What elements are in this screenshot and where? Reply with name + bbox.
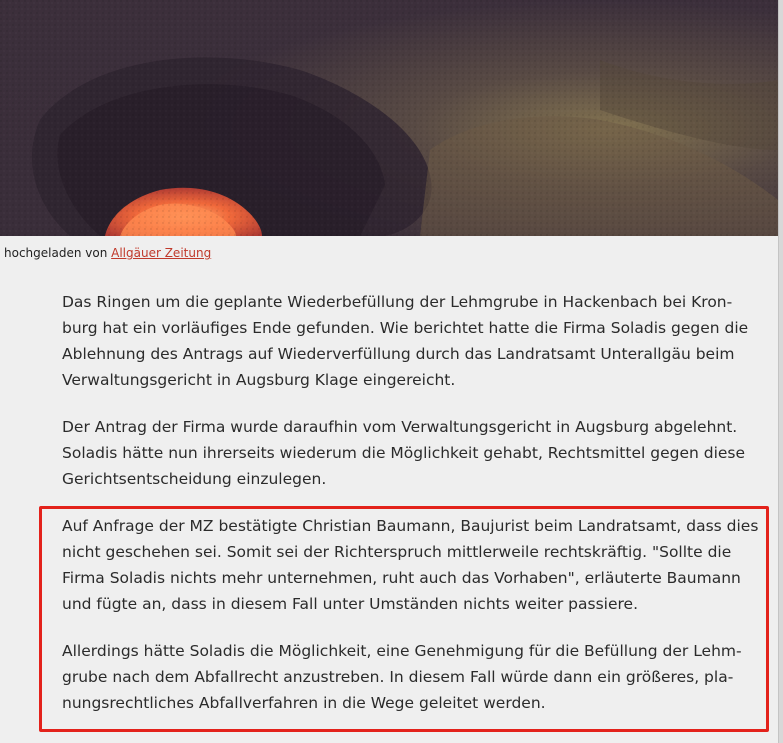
paragraph-4-line-2: grube nach dem Abfallrecht anzustreben. In diesem Fall würde dann ein größeres, pla- [62,668,734,686]
paragraph-4-line-3: nungsrechtliches Abfallverfahren in die Wege geleitet werden. [62,694,546,712]
caption-source-link[interactable]: Allgäuer Zeitung [111,246,212,260]
paragraph-1-line-3: Ablehnung des Antrags auf Wiederverfüllung durch das Landratsamt Unterallgäu beim [62,345,735,363]
landscape-photo-icon [0,0,778,236]
article-hero-image [0,0,778,236]
paragraph-1-line-4: Verwaltungsgericht in Augsburg Klage eingereicht. [62,371,456,389]
paragraph-1-line-1: Das Ringen um die geplante Wiederbefüllung der Lehmgrube in Hackenbach bei Kron- [62,293,733,311]
paragraph-2-line-1: Der Antrag der Firma wurde daraufhin vom Verwaltungsgericht in Augsburg abgelehnt. [62,418,738,436]
paragraph-2-line-2: Soladis hätte nun ihrerseits wiederum die Möglichkeit gehabt, Rechtsmittel gegen diese [62,444,746,462]
window-right-edge [778,0,783,743]
paragraph-3-line-2: nicht geschehen sei. Somit sei der Richterspruch mittlerweile rechtskräftig. "Sollte die [62,543,732,561]
caption-prefix: hochgeladen von [4,246,112,260]
paragraph-1-line-2: burg hat ein vorläufiges Ende gefunden. Wie berichtet hatte die Firma Soladis gegen die [62,319,749,337]
highlight-annotation-box [39,506,769,732]
paragraph-4-line-1: Allerdings hätte Soladis die Möglichkeit, eine Genehmigung für die Befüllung der Lehm- [62,642,742,660]
paragraph-2-line-3: Gerichtsentscheidung einzulegen. [62,470,327,488]
paragraph-3-line-1: Auf Anfrage der MZ bestätigte Christian Baumann, Baujurist beim Landratsamt, dass dies [62,517,759,535]
paragraph-3-line-4: und fügte an, dass in diesem Fall unter Umständen nichts weiter passiere. [62,595,638,613]
image-caption [4,246,211,260]
paragraph-3-line-3: Firma Soladis nichts mehr unternehmen, ruht auch das Vorhaben", erläuterte Baumann [62,569,741,587]
